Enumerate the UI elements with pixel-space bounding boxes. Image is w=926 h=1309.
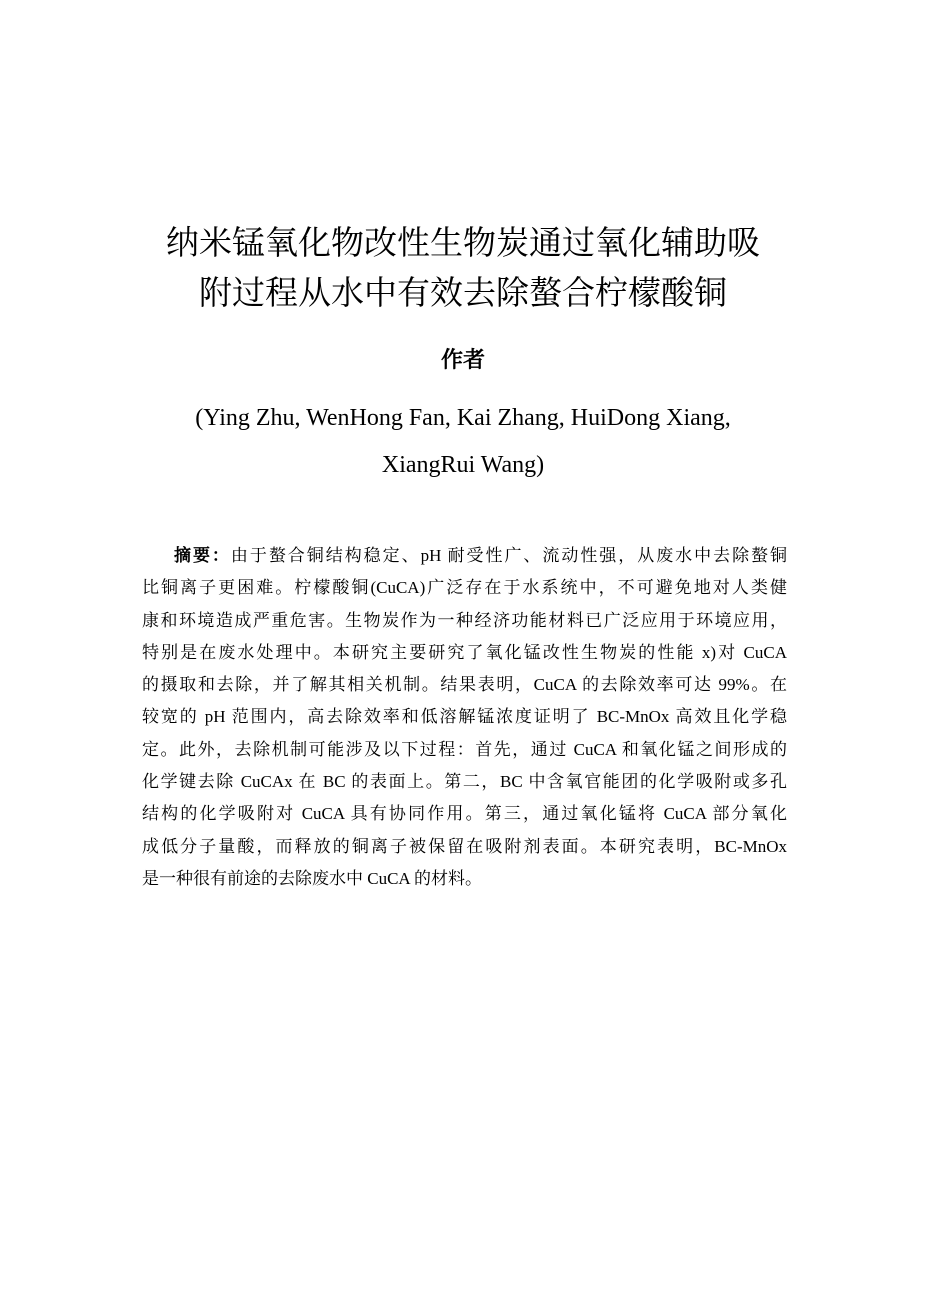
paper-title xyxy=(130,218,796,318)
abstract-line: 较宽的 pH 范围内，高去除效率和低溶解锰浓度证明了 BC-MnOx 高效且化学稳 xyxy=(142,707,787,727)
abstract-line: 的摄取和去除，并了解其相关机制。结果表明，CuCA 的去除效率可达 99%。在 xyxy=(142,675,787,695)
abstract-line: 特别是在废水处理中。本研究主要研究了氧化锰改性生物炭的性能 x)对 CuCA xyxy=(142,642,787,662)
abstract-line: 成低分子量酸，而释放的铜离子被保留在吸附剂表面。本研究表明，BC-MnOx xyxy=(142,836,787,856)
author-list xyxy=(150,395,776,489)
author-line-2: XiangRui Wang) xyxy=(381,452,545,478)
abstract-line: 化学键去除 CuCAx 在 BC 的表面上。第二，BC 中含氧官能团的化学吸附或多孔 xyxy=(142,772,787,792)
abstract-line: 定。此外，去除机制可能涉及以下过程：首先，通过 CuCA 和氧化锰之间形成的 xyxy=(142,739,787,759)
abstract-line-text: 由于螯合铜结构稳定、pH 耐受性广、流动性强，从废水中去除螯铜 xyxy=(230,546,788,565)
abstract-line: 是一种很有前途的去除废水中 CuCA 的材料。 xyxy=(142,868,483,888)
abstract-label: 摘要： xyxy=(174,546,231,566)
title-line-2: 附过程从水中有效去除螯合柠檬酸铜 xyxy=(199,273,727,312)
title-line-1: 纳米锰氧化物改性生物炭通过氧化辅助吸 xyxy=(166,223,760,262)
author-heading: 作者 xyxy=(440,348,485,373)
abstract-line xyxy=(142,540,787,572)
abstract-line: 康和环境造成严重危害。生物炭作为一种经济功能材料已广泛应用于环境应用， xyxy=(142,610,787,630)
abstract xyxy=(142,540,787,895)
author-line-1: (Ying Zhu, WenHong Fan, Kai Zhang, HuiDong Xiang, xyxy=(195,405,731,431)
abstract-line: 比铜离子更困难。柠檬酸铜(CuCA)广泛存在于水系统中，不可避免地对人类健 xyxy=(142,578,787,598)
abstract-line: 结构的化学吸附对 CuCA 具有协同作用。第三，通过氧化锰将 CuCA 部分氧化 xyxy=(142,804,787,824)
